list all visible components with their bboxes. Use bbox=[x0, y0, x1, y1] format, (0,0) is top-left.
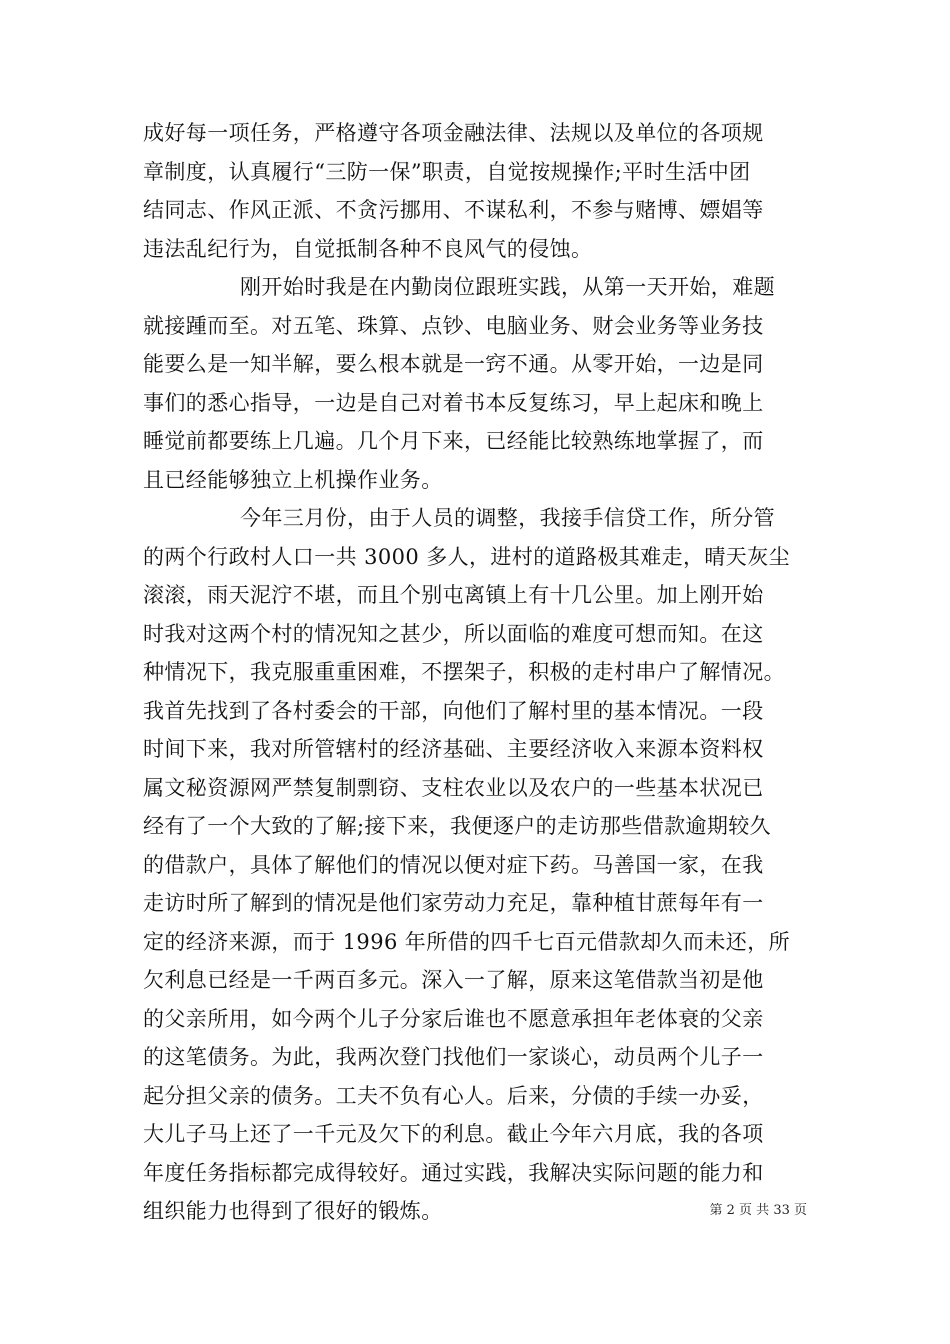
text-line: 大儿子马上还了一千元及欠下的利息。截止今年六月底，我的各项 bbox=[143, 1122, 764, 1146]
text-line: 的这笔债务。为此，我两次登门找他们一家谈心，动员两个儿子一 bbox=[143, 1045, 764, 1069]
text-line: 滚滚，雨天泥泞不堪，而且个别屯离镇上有十几公里。加上刚开始 bbox=[143, 583, 764, 607]
text-line: 欠利息已经是一千两百多元。深入一了解，原来这笔借款当初是他 bbox=[143, 968, 764, 992]
text-line: 经有了一个大致的了解;接下来，我便逐户的走访那些借款逾期较久 bbox=[143, 814, 772, 838]
page-number: 第 2 页 共 33 页 bbox=[709, 1203, 807, 1218]
text-line: 且已经能够独立上机操作业务。 bbox=[143, 467, 443, 492]
document-body bbox=[143, 114, 805, 1231]
text-line: 就接踵而至。对五笔、珠算、点钞、电脑业务、财会业务等业务技 bbox=[143, 313, 764, 338]
text-line: 刚开始时我是在内勤岗位跟班实践，从第一天开始，难题 bbox=[240, 275, 775, 299]
text-line: 组织能力也得到了很好的锻炼。 bbox=[143, 1199, 443, 1223]
text-line: 起分担父亲的债务。工夫不负有心人。后来，分债的手续一办妥， bbox=[143, 1083, 764, 1108]
text-line: 走访时所了解到的情况是他们家劳动力充足，靠种植甘蔗每年有一 bbox=[143, 891, 764, 915]
text-line: 属文秘资源网严禁复制剽窃、支柱农业以及农户的一些基本状况已 bbox=[143, 775, 764, 800]
text-line: 我首先找到了各村委会的干部，向他们了解村里的基本情况。一段 bbox=[143, 698, 764, 723]
text-line: 今年三月份，由于人员的调整，我接手信贷工作，所分管 bbox=[240, 506, 775, 530]
paragraph-3 bbox=[143, 499, 805, 1231]
text-line: 的父亲所用，如今两个儿子分家后谁也不愿意承担年老体衰的父亲 bbox=[143, 1006, 764, 1031]
text-line: 的两个行政村人口一共 3000 多人，进村的道路极其难走，晴天灰尘 bbox=[143, 544, 790, 569]
text-line: 事们的悉心指导，一边是自己对着书本反复练习，早上起床和晚上 bbox=[143, 390, 764, 415]
text-line: 定的经济来源，而于 1996 年所借的四千七百元借款却久而未还，所 bbox=[143, 929, 790, 954]
text-line: 结同志、作风正派、不贪污挪用、不谋私利，不参与赌博、嫖娼等 bbox=[143, 198, 764, 222]
text-line: 年度任务指标都完成得较好。通过实践，我解决实际问题的能力和 bbox=[143, 1160, 764, 1185]
paragraph-2 bbox=[143, 268, 805, 499]
text-line: 种情况下，我克服重重困难，不摆架子，积极的走村串户了解情况。 bbox=[143, 660, 785, 684]
text-line: 睡觉前都要练上几遍。几个月下来，已经能比较熟练地掌握了，而 bbox=[143, 429, 764, 453]
text-line: 违法乱纪行为，自觉抵制各种不良风气的侵蚀。 bbox=[143, 236, 593, 261]
text-line: 的借款户，具体了解他们的情况以便对症下药。马善国一家，在我 bbox=[143, 852, 764, 877]
text-line: 成好每一项任务，严格遵守各项金融法律、法规以及单位的各项规 bbox=[143, 121, 764, 145]
paragraph-1 bbox=[143, 114, 805, 268]
text-line: 时我对这两个村的情况知之甚少，所以面临的难度可想而知。在这 bbox=[143, 621, 764, 646]
text-line: 时间下来，我对所管辖村的经济基础、主要经济收入来源本资料权 bbox=[143, 737, 764, 761]
text-line: 章制度，认真履行“三防一保”职责，自觉按规操作;平时生活中团 bbox=[143, 159, 751, 184]
text-line: 能要么是一知半解，要么根本就是一窍不通。从零开始，一边是同 bbox=[143, 352, 764, 376]
